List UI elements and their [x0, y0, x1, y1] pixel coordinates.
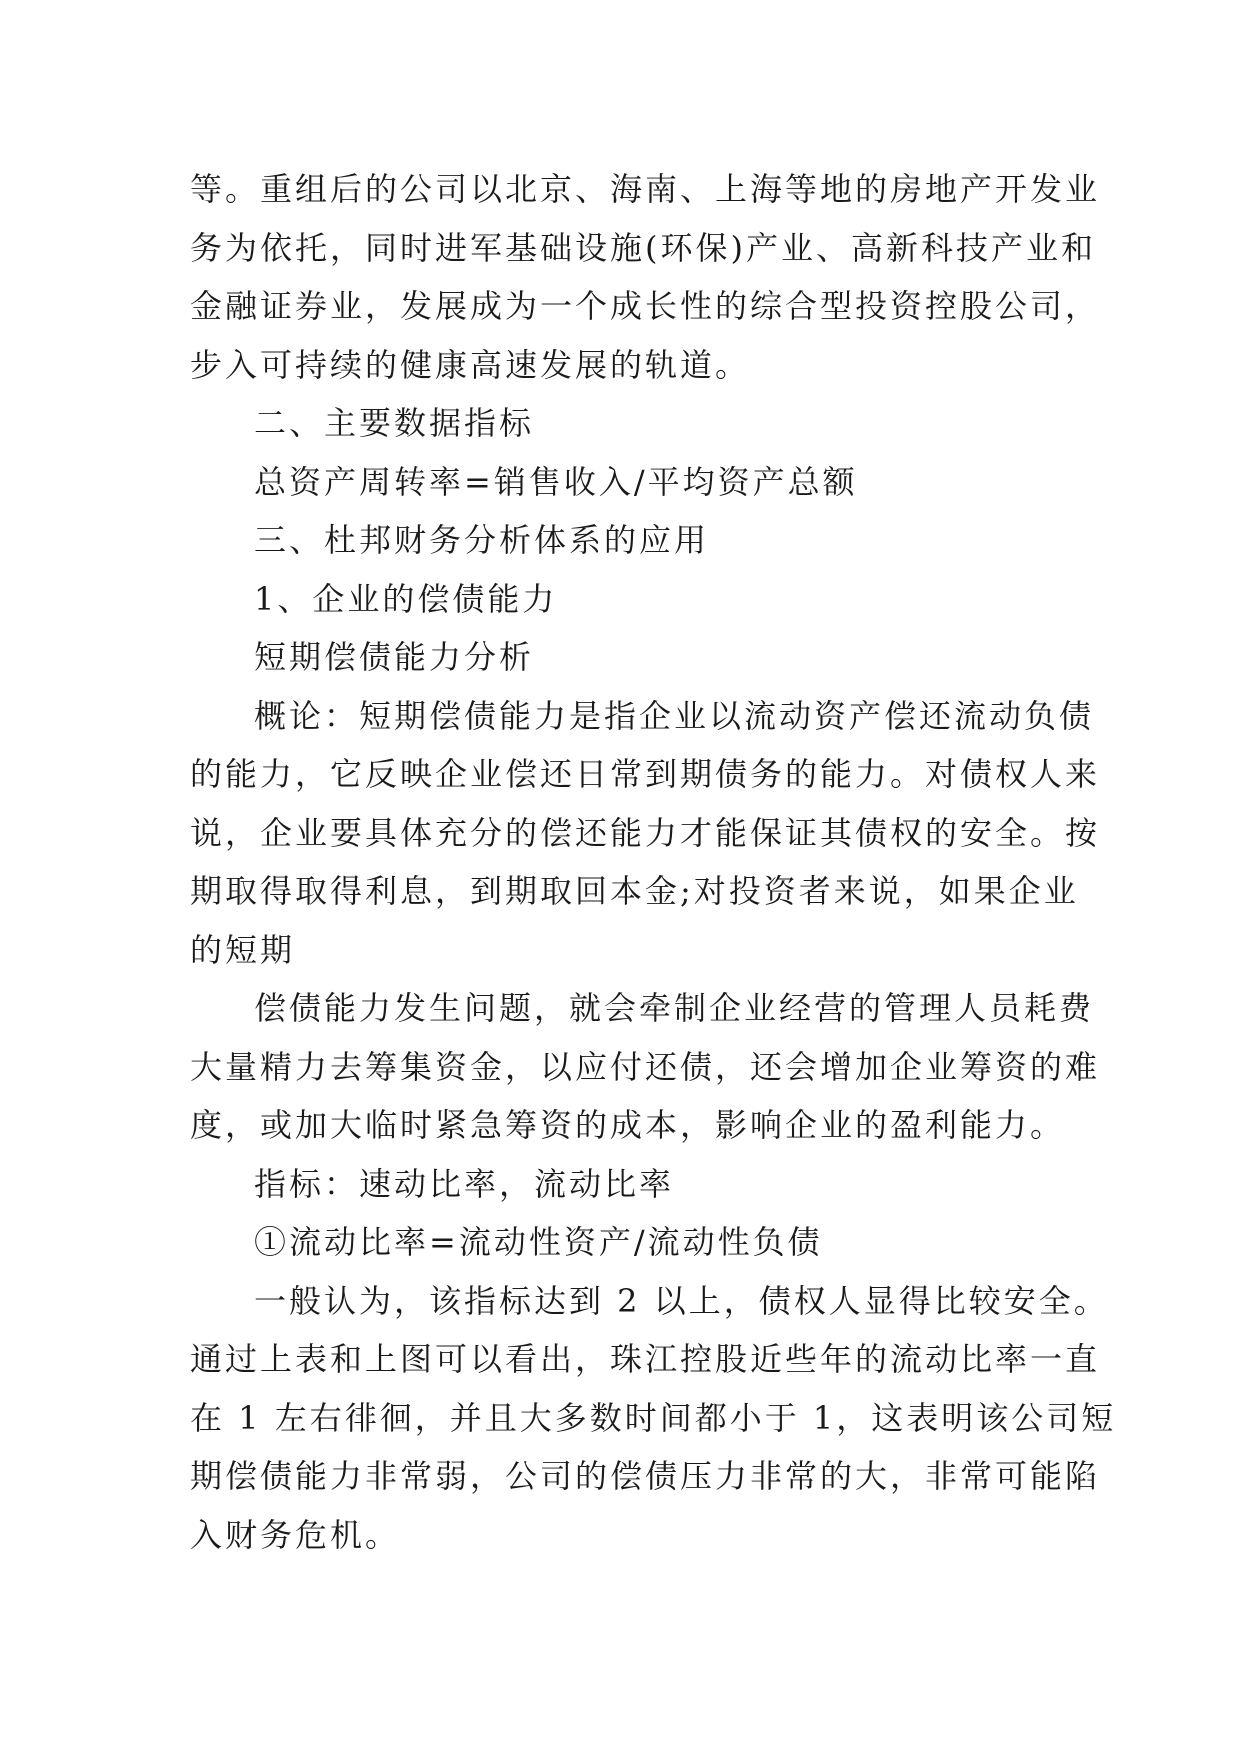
- subsection-heading: 短期偿债能力分析: [254, 638, 535, 676]
- subsection-heading: 1、企业的偿债能力: [254, 579, 558, 618]
- text-line: 期偿债能力非常弱，公司的偿债压力非常的大，非常可能陷: [190, 1457, 1101, 1495]
- text-line: 一般认为，该指标达到 2 以上，债权人显得比较安全。: [254, 1281, 1109, 1320]
- text-line: 说，企业要具体充分的偿还能力才能保证其债权的安全。按: [190, 813, 1101, 852]
- text-line: 偿债能力发生问题，就会牵制企业经营的管理人员耗费: [254, 989, 1095, 1027]
- text-line: 务为依托，同时进军基础设施(环保)产业、高新科技产业和: [190, 228, 1096, 267]
- text-line: 大量精力去筹集资金，以应付还债，还会增加企业筹资的难: [190, 1047, 1101, 1086]
- text-line: 指标：速动比率，流动比率: [254, 1164, 675, 1203]
- formula-line: ①流动比率=流动性资产/流动性负债: [254, 1223, 823, 1261]
- text-line: 期取得取得利息，到期取回本金;对投资者来说，如果企业: [190, 872, 1079, 910]
- text-line: 度，或加大临时紧急筹资的成本，影响企业的盈利能力。: [190, 1106, 1066, 1144]
- formula-line: 总资产周转率=销售收入/平均资产总额: [254, 462, 858, 501]
- document-body: [190, 160, 1117, 1564]
- text-line: 的短期: [190, 930, 296, 969]
- text-line: 的能力，它反映企业偿还日常到期债务的能力。对债权人来: [190, 755, 1101, 793]
- text-line: 步入可持续的健康高速发展的轨道。: [190, 345, 751, 384]
- text-line: 等。重组后的公司以北京、海南、上海等地的房地产开发业: [190, 170, 1101, 208]
- text-line: 通过上表和上图可以看出，珠江控股近些年的流动比率一直: [190, 1340, 1101, 1378]
- text-line: 入财务危机。: [190, 1515, 401, 1554]
- text-line: 概论：短期偿债能力是指企业以流动资产偿还流动负债: [254, 696, 1095, 735]
- text-line: 在 1 左右徘徊，并且大多数时间都小于 1，这表明该公司短: [190, 1398, 1117, 1437]
- text-line: 金融证券业，发展成为一个成长性的综合型投资控股公司，: [190, 287, 1101, 325]
- section-heading: 二、主要数据指标: [254, 404, 535, 442]
- section-heading: 三、杜邦财务分析体系的应用: [254, 521, 710, 559]
